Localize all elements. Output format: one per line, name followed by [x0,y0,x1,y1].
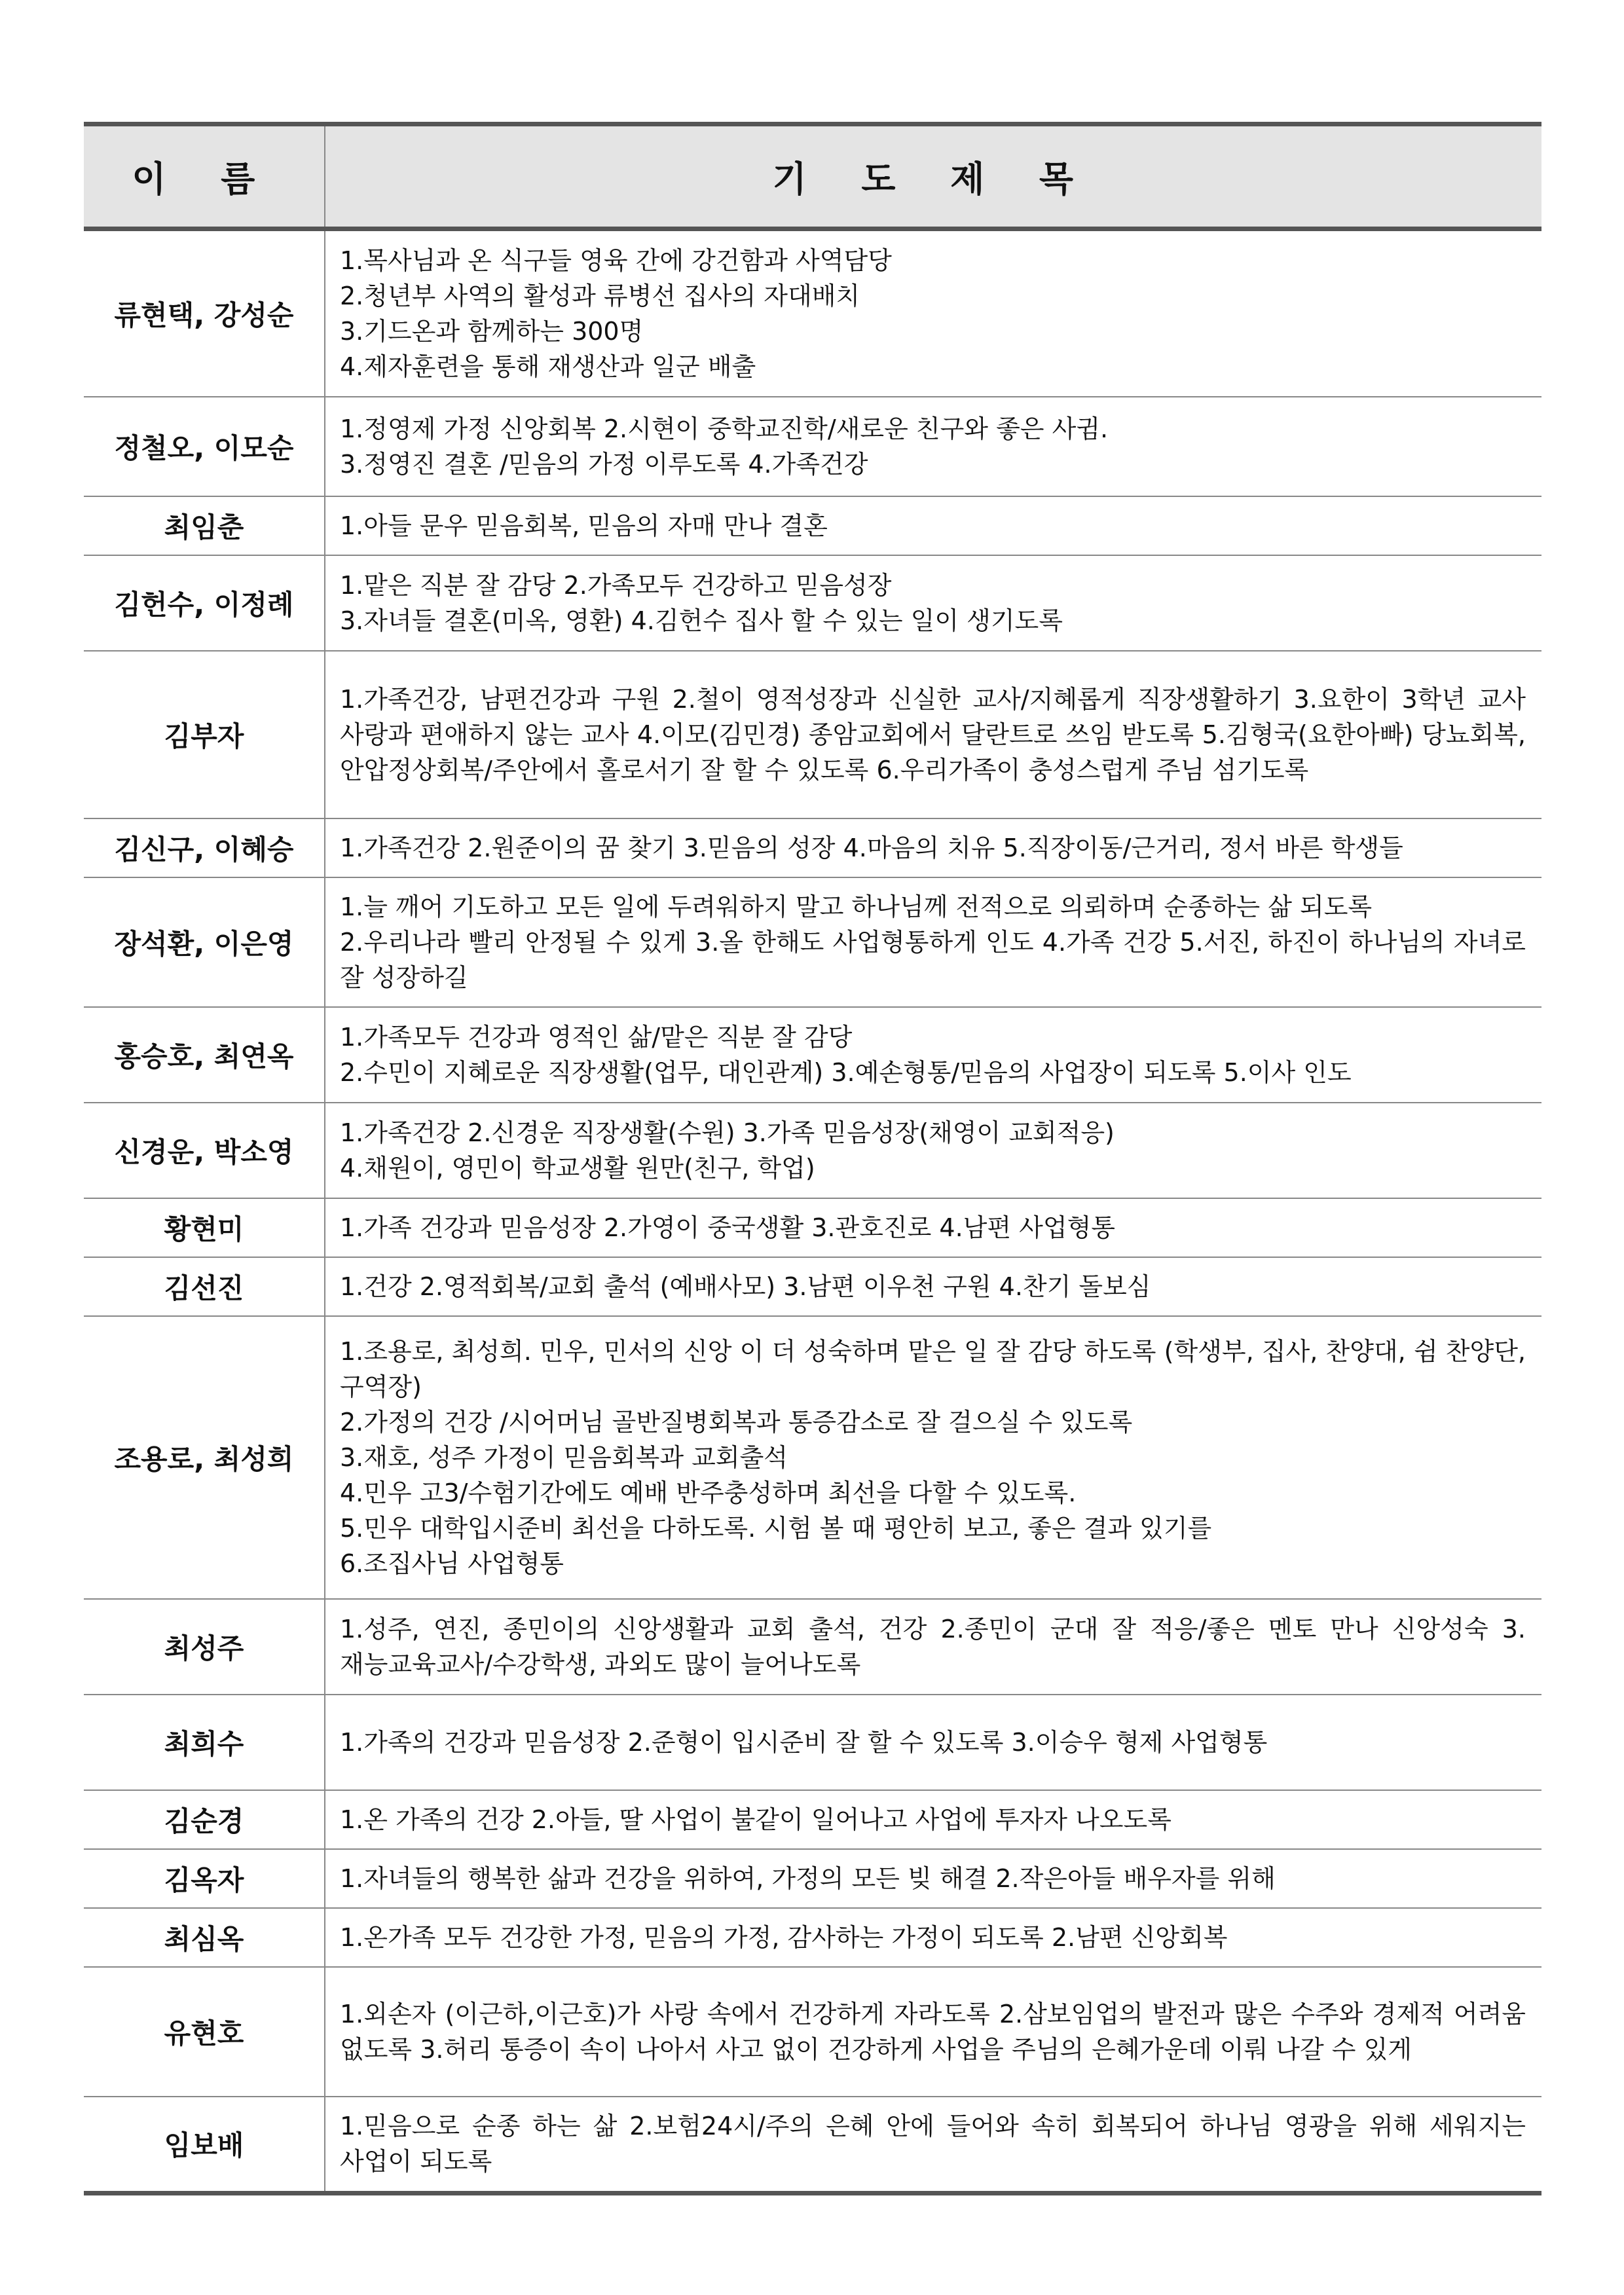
prayer-request-cell [325,1257,1541,1316]
prayer-request-line: 2.수민이 지혜로운 직장생활(업무, 대인관계) 3.예손형통/믿음의 사업장이 되도록 5.이사 인도 [340,1057,1352,1087]
member-name: 김옥자 [84,1849,325,1908]
member-name: 정철오, 이모순 [84,397,325,496]
prayer-request-line: 2.청년부 사역의 활성과 류병선 집사의 자대배치 [340,281,860,310]
prayer-request-line: 1.건강 2.영적회복/교회 출석 (예배사모) 3.남편 이우천 구원 4.찬기 돌보심 [340,1272,1151,1301]
member-name: 김선진 [84,1257,325,1316]
table-row [84,1007,1541,1103]
prayer-request-line: 1.자녀들의 행복한 삶과 건강을 위하여, 가정의 모든 빚 해결 2.작은아들 배우자를 위해 [340,1864,1276,1893]
member-name: 김부자 [84,651,325,818]
prayer-request-line: 1.맡은 직분 잘 감당 2.가족모두 건강하고 믿음성장 [340,570,892,600]
table-row [84,1599,1541,1695]
prayer-request-line: 1.정영제 가정 신앙회복 2.시현이 중학교진학/새로운 친구와 좋은 사귐. [340,414,1109,443]
member-name: 황현미 [84,1198,325,1257]
table-row [84,1103,1541,1198]
prayer-request-line: 1.가족 건강과 믿음성장 2.가영이 중국생활 3.관호진로 4.남편 사업형통 [340,1213,1115,1242]
name-column-header: 이 름 [84,124,325,229]
table-row [84,229,1541,397]
prayer-request-line: 1.믿음으로 순종 하는 삶 2.보험24시/주의 은혜 안에 들어와 속히 회복되어 하나님 영광을 위해 세워지는 사업이 되도록 [340,2112,1526,2176]
prayer-request-line: 1.가족건강 2.신경운 직장생활(수원) 3.가족 믿음성장(채영이 교회적응) [340,1118,1115,1147]
table-row [84,1257,1541,1316]
prayer-request-line: 1.조용로, 최성희. 민우, 민서의 신앙 이 더 성숙하며 맡은 일 잘 감당 하도록 (학생부, 집사, 찬양대, 쉼 찬양단, 구역장) [340,1336,1526,1401]
prayer-request-line: 3.기드온과 함께하는 300명 [340,316,644,346]
prayer-request-line: 1.목사님과 온 식구들 영육 간에 강건함과 사역담당 [340,246,892,275]
table-body [84,229,1541,2194]
member-name: 최성주 [84,1599,325,1695]
prayer-request-cell [325,2097,1541,2194]
member-name: 최심옥 [84,1908,325,1967]
member-name: 김헌수, 이정례 [84,555,325,651]
prayer-request-line: 3.자녀들 결혼(미옥, 영환) 4.김헌수 집사 할 수 있는 일이 생기도록 [340,606,1063,635]
prayer-request-cell [325,1849,1541,1908]
prayer-request-cell [325,1599,1541,1695]
prayer-request-cell [325,818,1541,877]
member-name: 최희수 [84,1695,325,1790]
prayer-request-cell [325,496,1541,555]
member-name: 홍승호, 최연옥 [84,1007,325,1103]
table-row [84,1695,1541,1790]
table-row [84,1198,1541,1257]
member-name: 류현택, 강성순 [84,229,325,397]
table-row [84,1316,1541,1599]
prayer-request-cell [325,651,1541,818]
prayer-request-line: 2.우리나라 빨리 안정될 수 있게 3.올 한해도 사업형통하게 인도 4.가족 건강 5.서진, 하진이 하나님의 자녀로 잘 성장하길 [340,927,1526,992]
prayer-request-line: 3.정영진 결혼 /믿음의 가정 이루도록 4.가족건강 [340,449,868,479]
member-name: 조용로, 최성희 [84,1316,325,1599]
member-name: 최임춘 [84,496,325,555]
header-row [84,124,1541,229]
member-name: 신경운, 박소영 [84,1103,325,1198]
prayer-request-cell [325,1007,1541,1103]
table-row [84,651,1541,818]
table-row [84,555,1541,651]
prayer-request-table [84,122,1541,2195]
prayer-request-line: 1.아들 문우 믿음회복, 믿음의 자매 만나 결혼 [340,511,828,540]
prayer-request-line: 4.채원이, 영민이 학교생활 원만(친구, 학업) [340,1153,815,1183]
prayer-request-cell [325,1695,1541,1790]
prayer-request-cell [325,1103,1541,1198]
prayer-request-line: 1.온가족 모두 건강한 가정, 믿음의 가정, 감사하는 가정이 되도록 2.남편 신앙회복 [340,1922,1228,1952]
prayer-request-line: 6.조집사님 사업형통 [340,1549,564,1578]
table-row [84,397,1541,496]
prayer-request-cell [325,555,1541,651]
prayer-request-line: 4.제자훈련을 통해 재생산과 일군 배출 [340,352,756,381]
prayer-request-cell [325,877,1541,1007]
prayer-request-line: 1.가족건강, 남편건강과 구원 2.철이 영적성장과 신실한 교사/지혜롭게 직장생활하기 3.요한이 3학년 교사 사랑과 편애하지 않는 교사 4.이모(김민경) 종암교회에서 달란트로 쓰임 받도록 5.김형국(요한아빠) 당뇨회복, 안압정상회복/주안에서 홀로서기 잘 할 수 있도록 6.우리가족이 충성스럽게 주님 섬기도록 [340,684,1526,784]
prayer-request-cell [325,229,1541,397]
prayer-request-line: 5.민우 대학입시준비 최선을 다하도록. 시험 볼 때 평안히 보고, 좋은 결과 있기를 [340,1513,1212,1543]
prayer-request-line: 4.민우 고3/수험기간에도 예배 반주충성하며 최선을 다할 수 있도록. [340,1478,1077,1507]
member-name: 임보배 [84,2097,325,2194]
prayer-request-line: 1.외손자 (이근하,이근호)가 사랑 속에서 건강하게 자라도록 2.삼보임업의 발전과 많은 수주와 경제적 어려움 없도록 3.허리 통증이 속이 나아서 사고 없이 건강하게 사업을 주님의 은혜가운데 이뤄 나갈 수 있게 [340,1999,1526,2064]
table-row [84,496,1541,555]
prayer-request-cell [325,1967,1541,2097]
prayer-request-cell [325,1790,1541,1849]
request-column-header: 기 도 제 목 [325,124,1541,229]
prayer-request-sheet [84,122,1541,2195]
prayer-request-line: 1.가족모두 건강과 영적인 삶/맡은 직분 잘 감당 [340,1022,853,1052]
table-row [84,1790,1541,1849]
prayer-request-line: 1.늘 깨어 기도하고 모든 일에 두려워하지 말고 하나님께 전적으로 의뢰하며 순종하는 삶 되도록 [340,892,1373,921]
prayer-request-line: 2.가정의 건강 /시어머님 골반질병회복과 통증감소로 잘 걸으실 수 있도록 [340,1407,1133,1437]
table-row [84,2097,1541,2194]
prayer-request-line: 1.가족의 건강과 믿음성장 2.준형이 입시준비 잘 할 수 있도록 3.이승우 형제 사업형통 [340,1727,1268,1757]
table-row [84,1849,1541,1908]
prayer-request-cell [325,1198,1541,1257]
member-name: 장석환, 이은영 [84,877,325,1007]
member-name: 유현호 [84,1967,325,2097]
prayer-request-line: 1.온 가족의 건강 2.아들, 딸 사업이 불같이 일어나고 사업에 투자자 나오도록 [340,1805,1172,1834]
prayer-request-cell [325,397,1541,496]
table-row [84,1967,1541,2097]
prayer-request-line: 3.재호, 성주 가정이 믿음회복과 교회출석 [340,1442,788,1472]
prayer-request-line: 1.성주, 연진, 종민이의 신앙생활과 교회 출석, 건강 2.종민이 군대 잘 적응/좋은 멘토 만나 신앙성숙 3.재능교육교사/수강학생, 과외도 많이 늘어나도록 [340,1614,1526,1679]
table-row [84,818,1541,877]
prayer-request-cell [325,1316,1541,1599]
prayer-request-line: 1.가족건강 2.원준이의 꿈 찾기 3.믿음의 성장 4.마음의 치유 5.직장이동/근거리, 정서 바른 학생들 [340,833,1403,862]
prayer-request-cell [325,1908,1541,1967]
table-row [84,1908,1541,1967]
member-name: 김순경 [84,1790,325,1849]
table-row [84,877,1541,1007]
member-name: 김신구, 이혜승 [84,818,325,877]
